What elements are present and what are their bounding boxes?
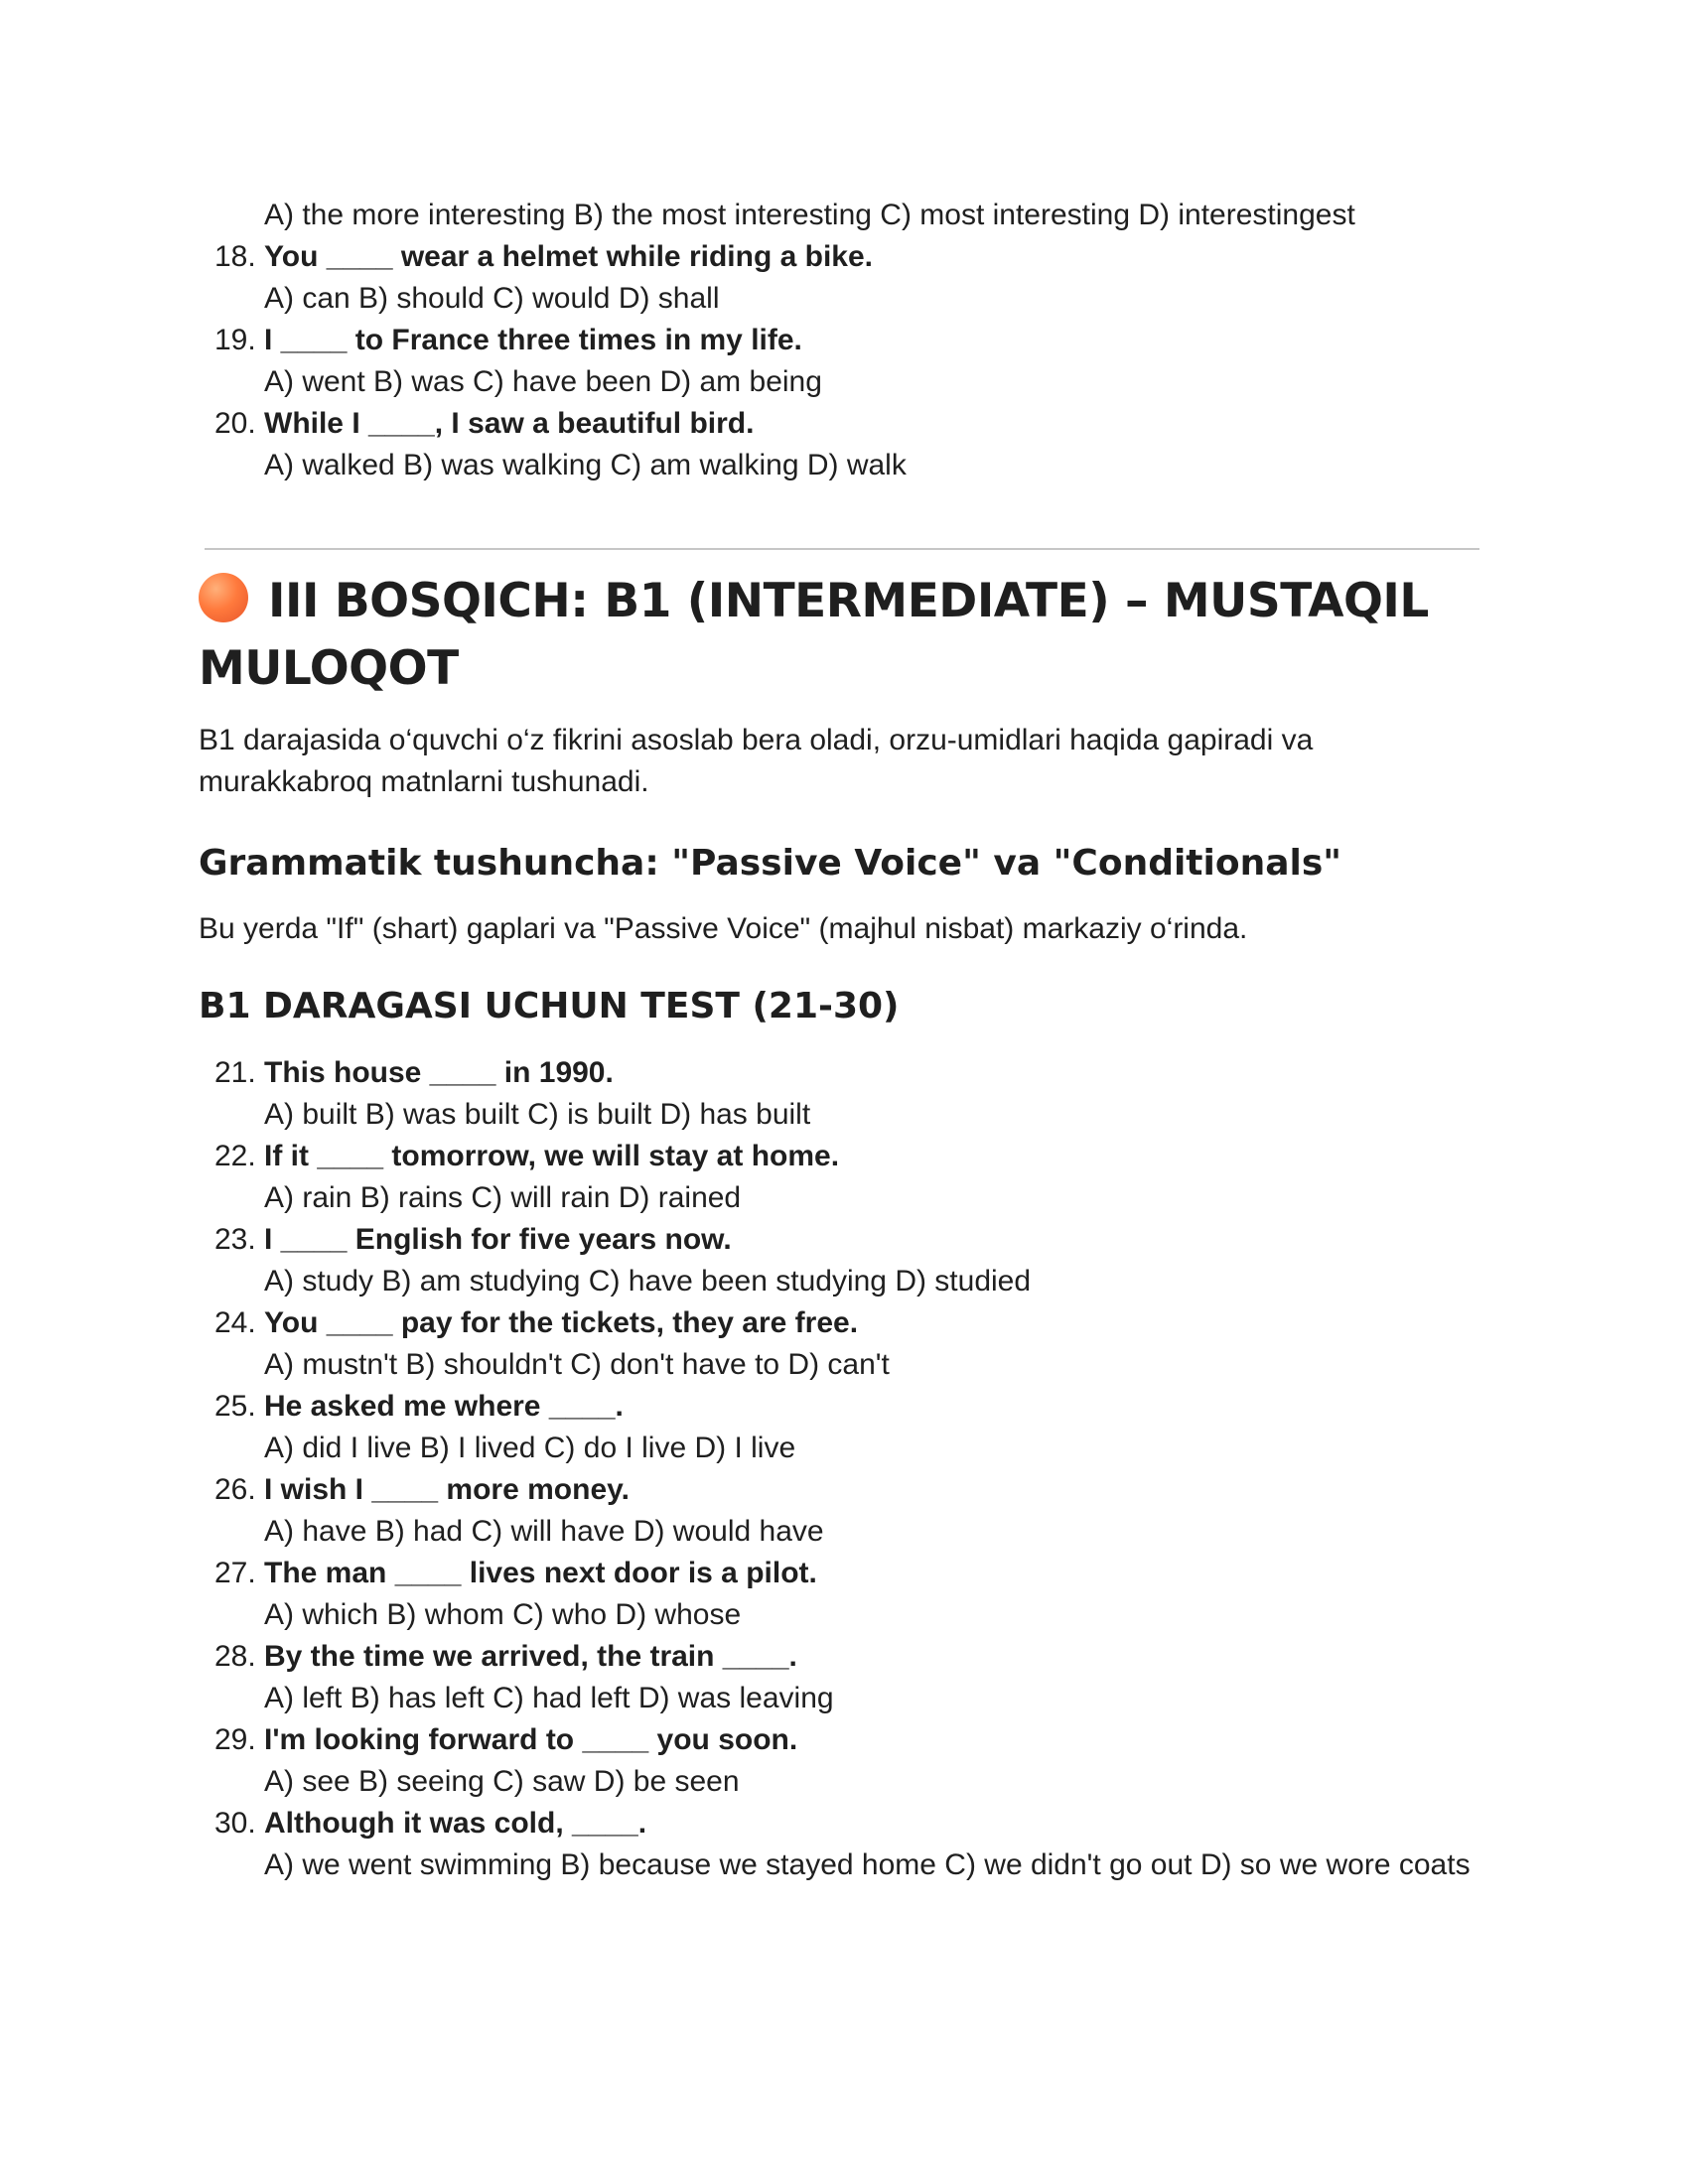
question-item [199,1553,1505,1636]
question-options: A) rain B) rains C) will rain D) rained [264,1181,742,1214]
question-text: The man ____ lives next door is a pilot. [264,1557,817,1589]
question-item [199,320,1505,403]
question-options: A) did I live B) I lived C) do I live D) I live [264,1432,796,1464]
question-list-test [199,1052,1505,1886]
question-item [199,1469,1505,1553]
question-options: A) walked B) was walking C) am walking D) walk [264,449,907,481]
question-number: 19. [214,324,256,356]
question-options: A) which B) whom C) who D) whose [264,1598,742,1631]
question-number: 18. [214,240,256,273]
question-item [199,1219,1505,1302]
question-options: A) have B) had C) will have D) would have [264,1515,824,1548]
question-17-options: A) the more interesting B) the most interesting C) most interesting D) interestingest [264,199,1355,231]
question-item [199,1719,1505,1803]
question-number: 27. [214,1557,256,1589]
grammar-text: Bu yerda "If" (shart) gaplari va "Passive Voice" (majhul nisbat) markaziy o‘rinda. [199,912,1248,945]
question-options: A) mustn't B) shouldn't C) don't have to D) can't [264,1348,890,1381]
question-item [199,1803,1505,1886]
question-text: By the time we arrived, the train ____. [264,1640,797,1673]
question-item [199,403,1505,486]
question-number: 22. [214,1140,256,1172]
question-options: A) we went swimming B) because we stayed home C) we didn't go out D) so we wore coats [264,1848,1471,1881]
question-options: A) left B) has left C) had left D) was leaving [264,1682,834,1714]
question-text: If it ____ tomorrow, we will stay at home. [264,1140,840,1172]
question-text: I'm looking forward to ____ you soon. [264,1723,798,1756]
question-item [199,1386,1505,1469]
question-text: I wish I ____ more money. [264,1473,630,1506]
question-item [199,1052,1505,1136]
question-options: A) study B) am studying C) have been studying D) studied [264,1265,1032,1297]
question-number: 23. [214,1223,256,1256]
grammar-heading: Grammatik tushuncha: "Passive Voice" va "Conditionals" [199,843,1342,884]
question-options: A) see B) seeing C) saw D) be seen [264,1765,740,1798]
question-item [199,236,1505,320]
section-heading [199,568,1489,703]
question-item [199,1136,1505,1219]
question-text: I ____ to France three times in my life. [264,324,802,356]
orange-circle-icon [199,573,248,622]
test-heading: B1 DARAGASI UCHUN TEST (21-30) [199,986,900,1026]
question-number: 30. [214,1807,256,1840]
section-intro: B1 darajasida o‘quvchi o‘z fikrini asoslab bera oladi, orzu-umidlari haqida gapiradi va murakkabroq matnlarni tushunadi. [199,724,1314,798]
question-number: 20. [214,407,256,440]
question-text: I ____ English for five years now. [264,1223,732,1256]
question-number: 28. [214,1640,256,1673]
question-number: 29. [214,1723,256,1756]
question-text: This house ____ in 1990. [264,1056,614,1089]
horizontal-divider [205,548,1479,550]
question-text: While I ____, I saw a beautiful bird. [264,407,755,440]
question-options: A) went B) was C) have been D) am being [264,365,822,398]
question-number: 21. [214,1056,256,1089]
question-options: A) built B) was built C) is built D) has built [264,1098,811,1131]
question-list-top [199,236,1505,486]
question-text: You ____ pay for the tickets, they are free. [264,1306,859,1339]
question-text: Although it was cold, ____. [264,1807,647,1840]
question-item [199,1636,1505,1719]
question-number: 25. [214,1390,256,1423]
question-number: 24. [214,1306,256,1339]
question-text: You ____ wear a helmet while riding a bike. [264,240,873,273]
question-number: 26. [214,1473,256,1506]
question-options: A) can B) should C) would D) shall [264,282,720,315]
section-title: III BOSQICH: B1 (INTERMEDIATE) – MUSTAQIL MULOQOT [199,574,1429,696]
question-text: He asked me where ____. [264,1390,624,1423]
question-item [199,1302,1505,1386]
